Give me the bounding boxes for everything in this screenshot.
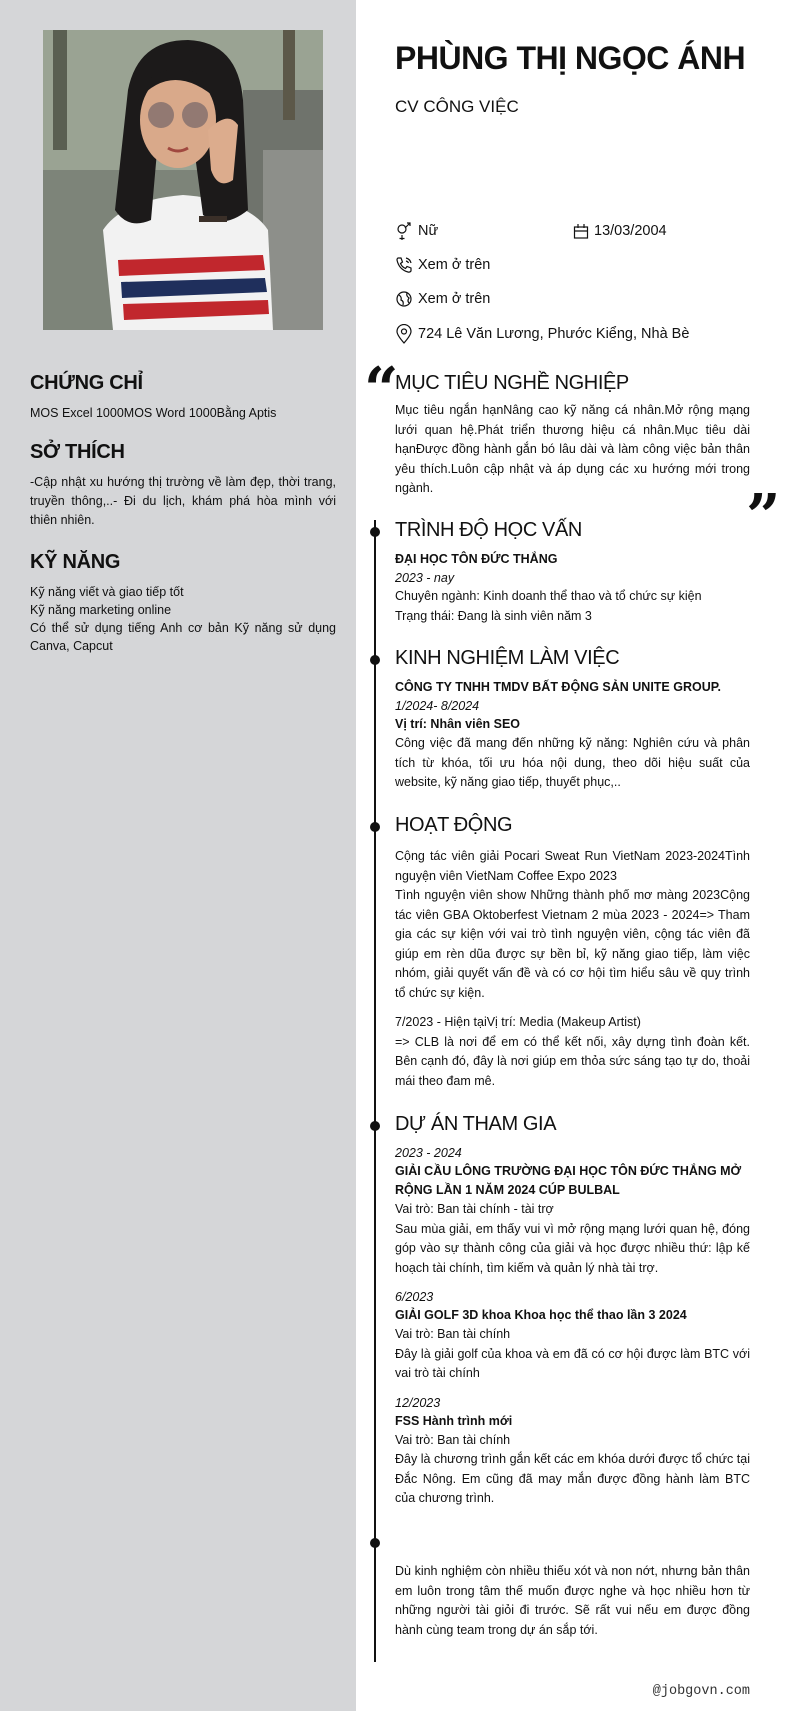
hobbies-text: -Cập nhật xu hướng thị trường về làm đẹp, thời trang, truyền thông,..- Đi du lịch, khám phá hòa mình với thiên nhiên. — [30, 475, 336, 527]
birthday-value: 13/03/2004 — [594, 223, 667, 239]
calendar-icon — [573, 222, 589, 240]
project-period: 12/2023 — [395, 1395, 441, 1410]
certificates-section — [30, 372, 336, 423]
education-major: Chuyên ngành: Kinh doanh thể thao và tổ chức sự kiện — [395, 589, 702, 603]
activities-title: HOẠT ĐỘNG — [395, 814, 513, 836]
experience-title: KINH NGHIỆM LÀM VIỆC — [395, 647, 620, 669]
profile-photo — [43, 30, 323, 330]
activity-paragraph: 7/2023 - Hiện tạiVị trí: Media (Makeup Artist) — [395, 1015, 641, 1029]
address-value: 724 Lê Văn Lương, Phước Kiểng, Nhà Bè — [418, 326, 690, 342]
activity-paragraph: Cộng tác viên giải Pocari Sweat Run VietNam 2023-2024Tình nguyện viên VietNam Coffee Expo 2023 — [395, 849, 750, 883]
skill-item: Kỹ năng marketing online — [30, 603, 172, 617]
experience-period: 1/2024- 8/2024 — [395, 699, 480, 713]
footer-watermark: @jobgovn.com — [652, 1684, 750, 1699]
certificates-title: CHỨNG CHỈ — [30, 372, 143, 394]
activity-paragraph: Tình nguyện viên show Những thành phố mơ màng 2023Cộng tác viên GBA Oktoberfest Vietnam 2 mùa 2023 - 2024=> Tham gia các sự kiện với vai trò tình nguyện viên, cộng tác viên đã giúp em rèn dũa được sự bền bỉ, kỹ năng giao tiếp, làm việc nhóm, giải quyết vấn đề và có cơ hội tìm hiểu sâu về quy trình tổ chức sự kiện. — [395, 888, 750, 1000]
project-period: 6/2023 — [395, 1290, 434, 1304]
project-role: Vai trò: Ban tài chính — [395, 1327, 511, 1341]
timeline-dot — [370, 1538, 380, 1548]
project-name: FSS Hành trình mới — [395, 1413, 513, 1428]
skill-item: Có thể sử dụng tiếng Anh cơ bản Kỹ năng sử dụng Canva, Capcut — [30, 621, 336, 653]
phone-value: Xem ở trên — [418, 257, 491, 273]
address-row — [395, 324, 689, 344]
phone-icon — [395, 256, 413, 274]
timeline-dot — [370, 1121, 380, 1131]
hobbies-title: SỞ THÍCH — [30, 441, 125, 463]
activity-paragraph: => CLB là nơi để em có thể kết nối, xây dựng tình đoàn kết. Bên cạnh đó, đây là nơi giúp em thỏa sức sáng tạo tự do, thoải mái theo đam mê. — [395, 1034, 750, 1088]
projects-title: DỰ ÁN THAM GIA — [395, 1113, 557, 1135]
activities-section — [395, 814, 750, 1091]
experience-position: Vị trí: Nhân viên SEO — [395, 717, 521, 731]
timeline-dot — [370, 822, 380, 832]
cv-subtitle: CV CÔNG VIỆC — [395, 97, 519, 116]
project-role: Vai trò: Ban tài chính — [395, 1432, 511, 1447]
gender-icon — [395, 222, 413, 240]
phone-row — [395, 256, 490, 274]
project-name: GIẢI GOLF 3D khoa Khoa học thể thao lần 3 2024 — [395, 1308, 687, 1322]
skill-item: Kỹ năng viết và giao tiếp tốt — [30, 585, 184, 599]
website-value: Xem ở trên — [418, 291, 491, 307]
company-name: CÔNG TY TNHH TMDV BẤT ĐỘNG SẢN UNITE GROUP. — [395, 680, 721, 694]
project-desc: Đây là giải golf của khoa và em đã có cơ hội được làm BTC với vai trò tài chính — [395, 1346, 750, 1380]
skills-section — [30, 551, 336, 655]
location-pin-icon — [395, 324, 413, 344]
candidate-name: PHÙNG THỊ NGỌC ÁNH — [395, 40, 746, 76]
certificates-text: MOS Excel 1000MOS Word 1000Bằng Aptis — [30, 406, 277, 420]
birthday-row — [573, 222, 667, 240]
experience-section — [395, 647, 750, 793]
project-period: 2023 - 2024 — [395, 1146, 462, 1160]
globe-icon — [395, 290, 413, 308]
project-desc: Đây là chương trình gắn kết các em khóa dưới được tổ chức tại Đắc Nông. Em cũng đã may mắn được đồng hành làm BTC của chương trình. — [395, 1452, 750, 1505]
project-item — [395, 1144, 750, 1278]
education-status: Trạng thái: Đang là sinh viên năm 3 — [395, 608, 592, 623]
timeline-line — [374, 520, 376, 1662]
closing-text: Dù kinh nghiệm còn nhiều thiếu xót và non nớt, nhưng bản thân em luôn trong tâm thế muốn được nghe và học nhiều hơn từ những người tài giỏi đi trước. Sẽ rất vui nếu em được đồng hành cùng team trong dự án sắp tới. — [395, 1564, 750, 1637]
timeline-dot — [370, 527, 380, 537]
skills-title: KỸ NĂNG — [30, 551, 121, 573]
education-title: TRÌNH ĐỘ HỌC VẤN — [395, 519, 582, 541]
education-section — [395, 519, 750, 626]
school-name: ĐẠI HỌC TÔN ĐỨC THẮNG — [395, 552, 558, 566]
hobbies-section — [30, 441, 336, 530]
close-quote-icon: ” — [746, 482, 781, 552]
closing-section — [395, 1562, 750, 1640]
open-quote-icon: “ — [364, 355, 399, 425]
gender-value: Nữ — [418, 223, 439, 239]
website-row — [395, 290, 490, 308]
project-name: GIẢI CẦU LÔNG TRƯỜNG ĐẠI HỌC TÔN ĐỨC THẮNG MỞ RỘNG LẦN 1 NĂM 2024 CÚP BULBAL — [395, 1164, 742, 1197]
gender-row — [395, 222, 438, 240]
projects-section — [395, 1113, 750, 1509]
sidebar — [0, 0, 356, 1711]
objective-text: Mục tiêu ngắn hạnNâng cao kỹ năng cá nhân.Mở rộng mạng lưới quan hệ.Phát triển thương hiệu cá nhân.Mục tiêu dài hạnĐược đồng hành gắn bó lâu dài và làm công việc bản thân yêu thích.Luôn cập nhật và áp dụng các xu hướng mới trong ngành. — [395, 403, 750, 495]
project-desc: Sau mùa giải, em thấy vui vì mở rộng mạng lưới quan hệ, đóng góp vào sự thành công của giải và học được nhiều thứ: lập kế hoạch tài chính, tìm kiếm và quản lý nhà tài trợ. — [395, 1221, 750, 1275]
project-item — [395, 1288, 750, 1384]
timeline-dot — [370, 655, 380, 665]
objective-section — [395, 372, 750, 499]
project-item — [395, 1394, 750, 1509]
project-role: Vai trò: Ban tài chính - tài trợ — [395, 1202, 554, 1216]
experience-desc: Công việc đã mang đến những kỹ năng: Nghiên cứu và phân tích từ khóa, tối ưu hóa nội dung, theo dõi hiệu suất của website, kỹ năng giao tiếp, thuyết phục,.. — [395, 736, 750, 789]
objective-title: MỤC TIÊU NGHỀ NGHIỆP — [395, 372, 629, 394]
education-period: 2023 - nay — [395, 571, 455, 585]
